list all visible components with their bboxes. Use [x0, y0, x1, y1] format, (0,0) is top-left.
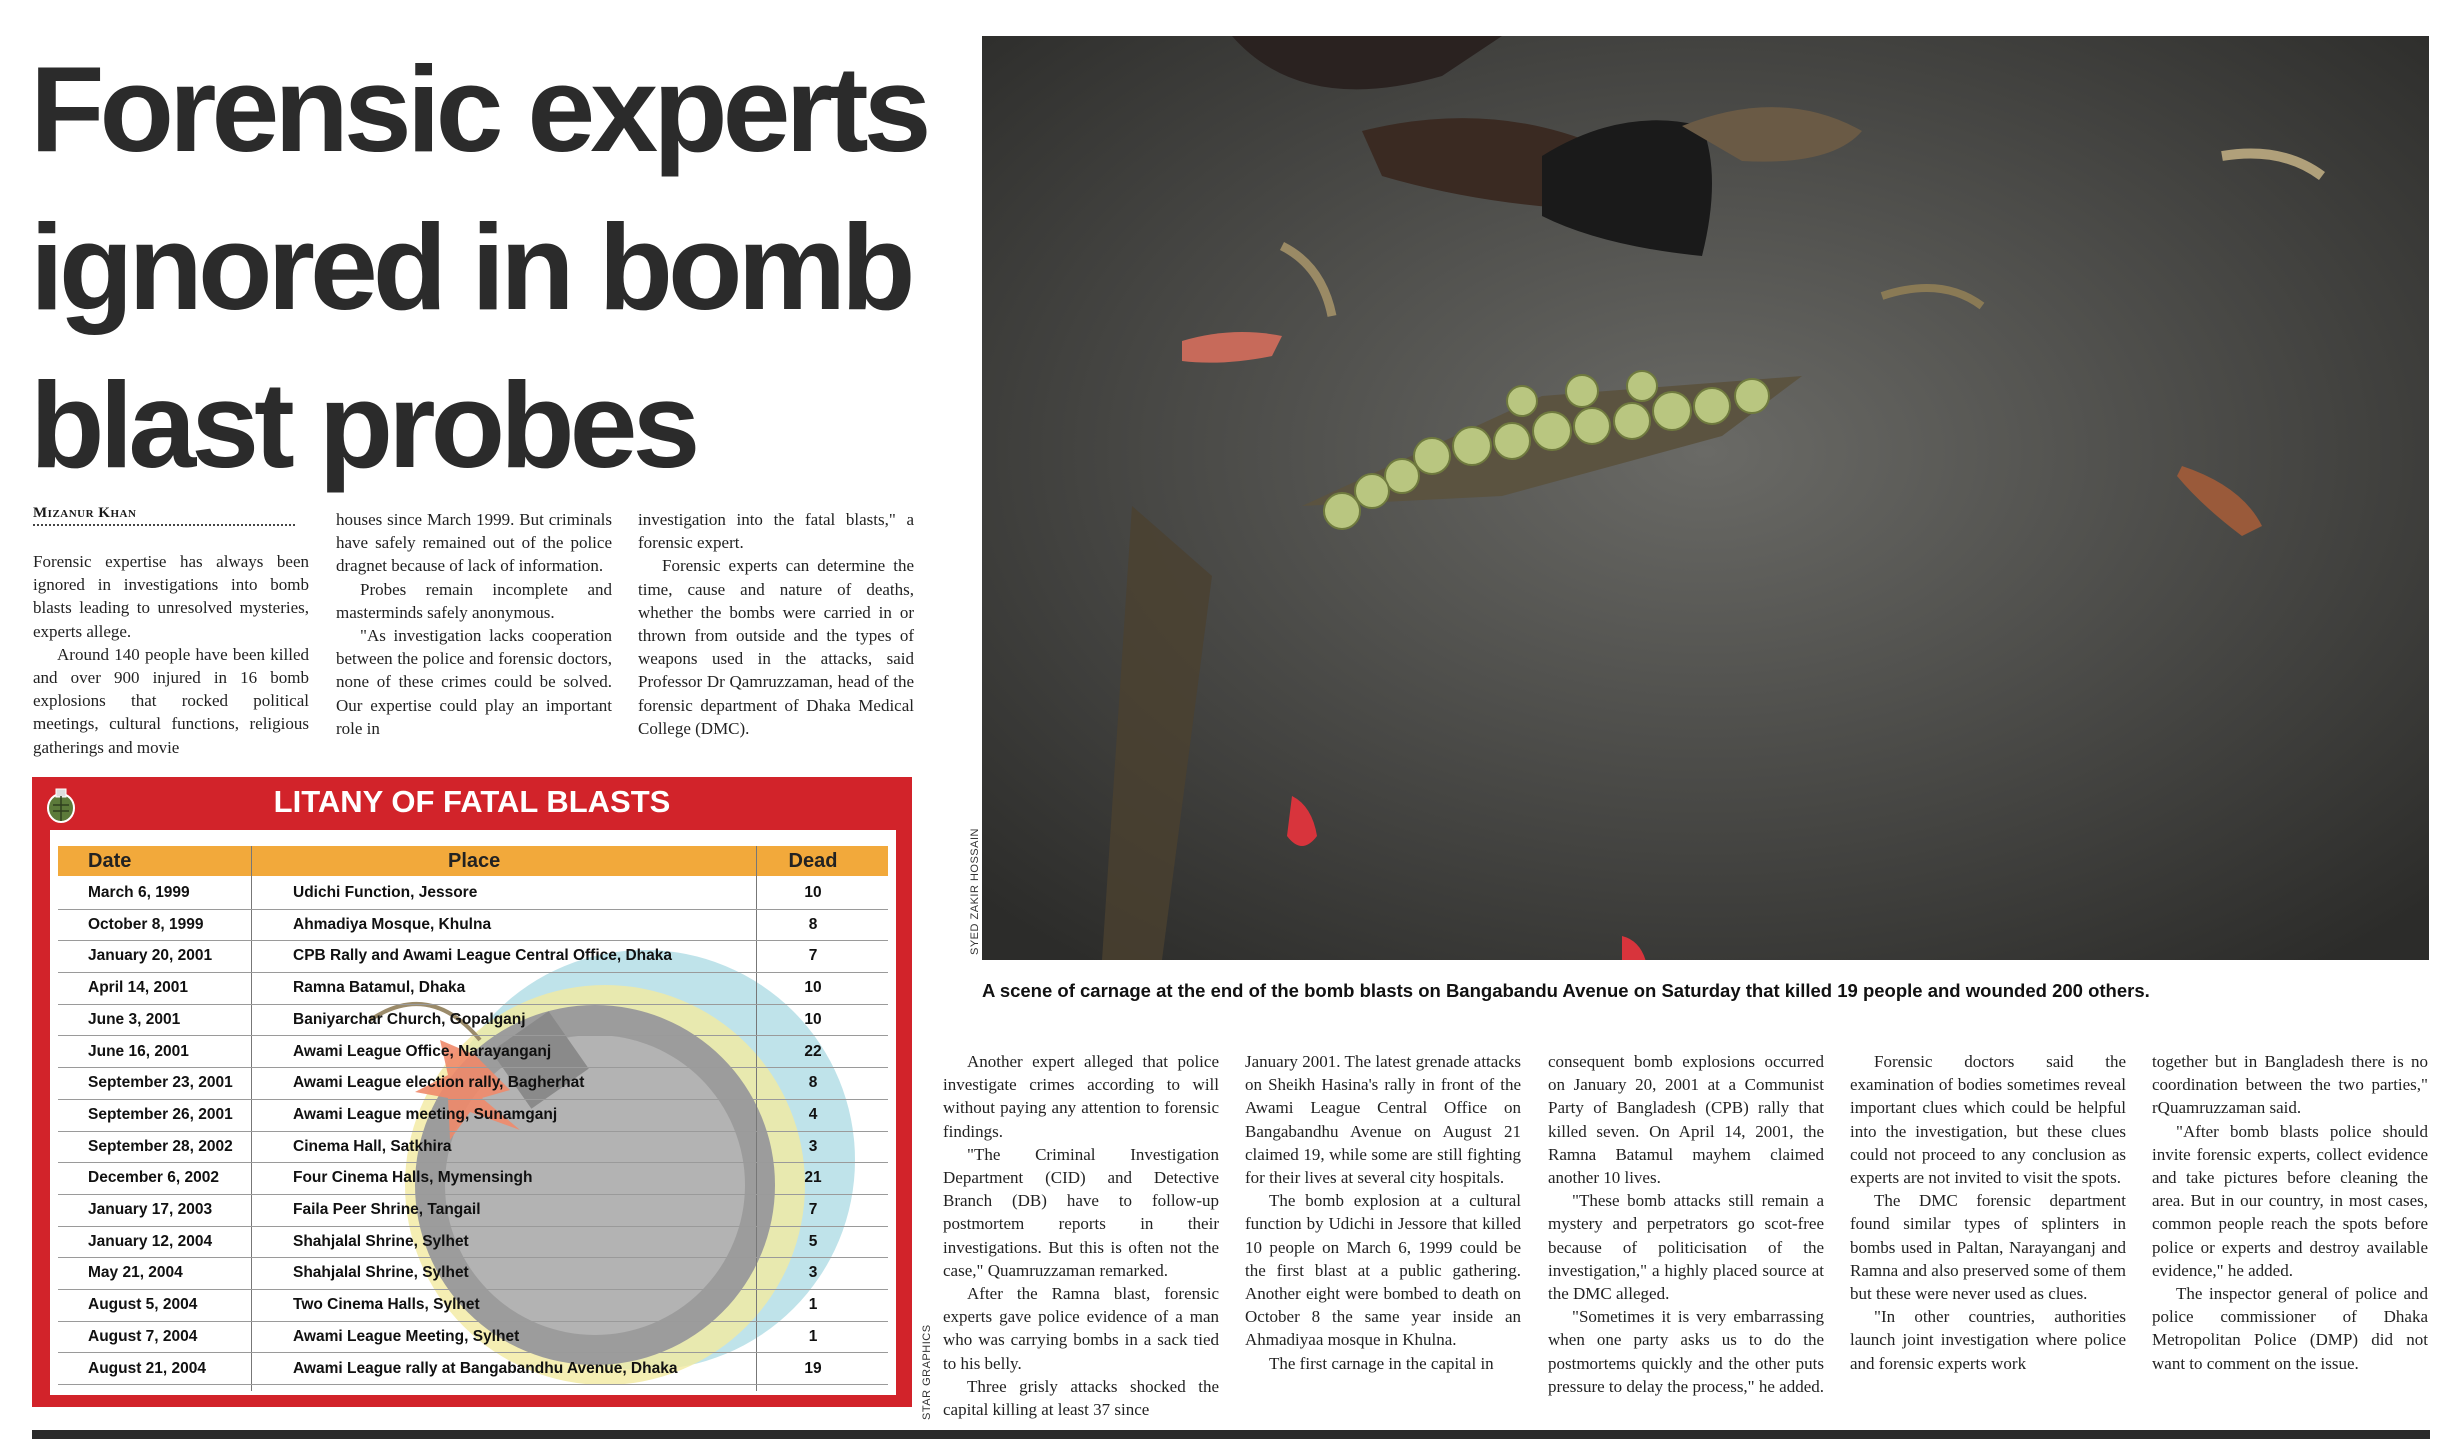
photo-illustration [982, 36, 2429, 960]
row-dead: 22 [804, 1042, 822, 1060]
table-row [58, 1289, 888, 1322]
row-place: Awami League Office, Narayanganj [293, 1042, 552, 1060]
row-dead: 1 [808, 1296, 818, 1314]
byline-divider [33, 524, 295, 526]
table-title: LITANY OF FATAL BLASTS [273, 784, 671, 819]
paragraph: The inspector general of police and police commissioner of Dhaka Metropolitan Police (DMP) did not want to comment on the issue. [2152, 1284, 2428, 1373]
table-row [58, 940, 888, 973]
row-dead: 10 [804, 979, 822, 997]
paragraph: Forensic doctors said the examination of bodies sometimes reveal important clues which could be helpful into the investigation, but these clues could not proceed to any conclusion as experts are not invited to visit the spots. [1850, 1052, 2126, 1188]
paragraph: Three grisly attacks shocked the capital killing at least 37 since [943, 1376, 1219, 1420]
row-date: January 12, 2004 [88, 1232, 213, 1250]
row-place: Shahjalal Shrine, Sylhet [293, 1232, 469, 1250]
row-date: October 8, 1999 [88, 915, 204, 933]
paragraph: January 2001. The latest grenade attacks on Sheikh Hasina's rally in front of the Awami League Central Office on Bangabandhu Avenue on August 21 claimed 19, while some are still fighting for their lives at several city hospitals. [1245, 1052, 1521, 1188]
table-row [58, 1036, 888, 1069]
paragraph: investigation into the fatal blasts," a forensic expert. [638, 510, 914, 553]
row-dead: 7 [808, 947, 818, 965]
row-place: Faila Peer Shrine, Tangail [293, 1201, 481, 1218]
row-dead: 8 [808, 1074, 818, 1092]
row-place: Four Cinema Halls, Mymensingh [293, 1169, 533, 1187]
row-dead: 4 [808, 1105, 818, 1123]
row-dead: 10 [804, 884, 822, 901]
row-date: December 6, 2002 [88, 1169, 219, 1187]
row-date: August 21, 2004 [88, 1359, 207, 1377]
table-row [58, 1194, 888, 1227]
paragraph: "As investigation lacks cooperation between the police and forensic doctors, none of these crimes could be solved. Our expertise could play an important role in [336, 626, 612, 738]
row-dead: 7 [808, 1201, 818, 1218]
article-column-6 [1548, 1050, 1824, 1398]
article-column-8 [2152, 1050, 2428, 1375]
paragraph: The DMC forensic department found similar types of splinters in bombs used in Paltan, Narayanganj and Ramna and also preserved some of them but these were never used as clues. [1850, 1191, 2126, 1304]
headline-line-3: blast probes [30, 357, 696, 493]
row-date: June 16, 2001 [88, 1042, 189, 1060]
paragraph: consequent bomb explosions occurred on January 20, 2001 at a Communist Party of Bangladesh (CPB) rally that killed seven. On April 14, 2001, the Ramna Batamul mayhem claimed another 10 lives. [1548, 1052, 1824, 1188]
table-header [58, 846, 888, 876]
table-row [58, 1226, 888, 1259]
table-row [58, 1004, 888, 1037]
row-date: September 23, 2001 [88, 1074, 233, 1092]
photo-caption: A scene of carnage at the end of the bomb blasts on Bangabandu Avenue on Saturday that killed 19 people and wounded 200 others. [982, 980, 2150, 1001]
row-dead: 1 [808, 1327, 818, 1345]
row-date: June 3, 2001 [88, 1010, 181, 1028]
row-dead: 3 [808, 1264, 818, 1282]
table-row [58, 909, 888, 942]
paragraph: together but in Bangladesh there is no coordination between the two parties," rQuamruzzaman said. [2152, 1052, 2428, 1118]
table-row [58, 1162, 888, 1195]
row-dead: 21 [804, 1169, 822, 1187]
row-date: September 26, 2001 [88, 1105, 233, 1123]
row-place: Baniyarchar Church, Gopalganj [293, 1010, 526, 1028]
row-dead: 8 [808, 915, 818, 933]
row-date: March 6, 1999 [88, 884, 190, 901]
row-place: Awami League rally at Bangabandhu Avenue, Dhaka [293, 1359, 678, 1377]
row-date: May 21, 2004 [88, 1264, 183, 1282]
row-dead: 5 [808, 1232, 818, 1250]
row-dead: 10 [804, 1010, 822, 1028]
row-place: Ahmadiya Mosque, Khulna [293, 915, 492, 933]
row-date: April 14, 2001 [88, 979, 188, 997]
article-column-5 [1245, 1050, 1521, 1375]
paragraph: Probes remain incomplete and masterminds safely anonymous. [336, 579, 612, 622]
paragraph: The first carnage in the capital in [1269, 1353, 1494, 1373]
header-date: Date [88, 850, 132, 872]
bottom-rule [32, 1430, 2430, 1439]
grenade-icon [40, 783, 82, 825]
table-row [58, 1353, 888, 1386]
table-row [58, 1321, 888, 1354]
paragraph: "The Criminal Investigation Department (CID) and Detective Branch (DB) have to follow-up postmortem reports in their investigations. But this is often not the case," Quamruzzaman remarked. [943, 1144, 1219, 1280]
byline: Mizanur Khan [33, 505, 137, 521]
row-date: January 20, 2001 [88, 947, 213, 965]
row-place: Two Cinema Halls, Sylhet [293, 1296, 480, 1314]
row-place: Awami League Meeting, Sylhet [293, 1327, 520, 1345]
row-place: CPB Rally and Awami League Central Office, Dhaka [293, 947, 673, 965]
graphics-credit: STAR GRAPHICS [921, 1324, 933, 1420]
row-dead: 19 [804, 1359, 822, 1377]
article-column-1 [33, 550, 309, 759]
header-place: Place [448, 850, 501, 872]
paragraph: After the Ramna blast, forensic experts gave police evidence of a man who was carrying bombs in a sack tied to his belly. [943, 1284, 1219, 1373]
row-place: Cinema Hall, Satkhira [293, 1137, 452, 1155]
row-date: August 5, 2004 [88, 1296, 198, 1314]
paragraph: "Sometimes it is very embarrassing when one party asks us to do the postmortems quickly and the other puts pressure to delay the process," he added. [1548, 1307, 1825, 1396]
paragraph: "After bomb blasts police should invite forensic experts, collect evidence and take pictures before cleaning the area. But in our country, in most cases, common people reach the spots before police or experts and destroy available evidence," he added. [2152, 1121, 2428, 1280]
row-date: September 28, 2002 [88, 1137, 233, 1155]
row-date: August 7, 2004 [88, 1327, 198, 1345]
paragraph: houses since March 1999. But criminals have safely remained out of the police dragnet because of lack of information. [336, 510, 612, 576]
article-column-2 [336, 508, 612, 740]
paragraph: Forensic experts can determine the time, cause and nature of deaths, whether the bombs were carried in or thrown from outside and the types of weapons used in the attacks, said Professor Dr Qamruzzaman, head of the forensic department of Dhaka Medical College (DMC). [638, 556, 914, 738]
photo-credit: SYED ZAKIR HOSSAIN [969, 828, 981, 955]
headline-line-1: Forensic experts [30, 41, 927, 177]
row-dead: 3 [808, 1137, 818, 1155]
article-column-3 [638, 508, 914, 740]
paragraph: "In other countries, authorities launch joint investigation where police and forensic experts work [1850, 1307, 2126, 1373]
paragraph: Around 140 people have been killed and over 900 injured in 16 bomb explosions that rocked political meetings, cultural functions, religious gatherings and movie [33, 644, 309, 757]
article-column-4 [943, 1050, 1219, 1421]
table-row [58, 1099, 888, 1132]
row-date: January 17, 2003 [88, 1201, 213, 1218]
table-row [58, 877, 888, 910]
row-place: Awami League election rally, Bagherhat [293, 1074, 585, 1092]
paragraph: Another expert alleged that police investigate crimes according to will without paying any attention to forensic findings. [943, 1052, 1219, 1141]
row-place: Ramna Batamul, Dhaka [293, 979, 466, 997]
table-row [58, 1131, 888, 1164]
news-photo [982, 36, 2429, 960]
table-row [58, 972, 888, 1005]
table-row [58, 1257, 888, 1290]
header-dead: Dead [788, 850, 838, 872]
paragraph: The bomb explosion at a cultural function by Udichi in Jessore that killed 10 people on March 6, 1999 could be the first blast at a public gathering. Another eight were bombed to death on October 8 the same year inside an Ahmadiyaa mosque in Khulna. [1245, 1191, 1521, 1350]
headline [30, 30, 930, 504]
table-row [58, 1067, 888, 1100]
row-place: Shahjalal Shrine, Sylhet [293, 1264, 469, 1282]
paragraph: "These bomb attacks still remain a mystery and perpetrators go scot-free because of politicisation of the investigation," a highly placed source at the DMC alleged. [1548, 1191, 1824, 1304]
headline-line-2: ignored in bomb [30, 199, 911, 335]
row-place: Awami League meeting, Sunamganj [293, 1105, 558, 1123]
article-column-7 [1850, 1050, 2126, 1375]
row-place: Udichi Function, Jessore [293, 884, 478, 901]
paragraph: Forensic expertise has always been ignored in investigations into bomb blasts leading to unresolved mysteries, experts allege. [33, 552, 309, 641]
